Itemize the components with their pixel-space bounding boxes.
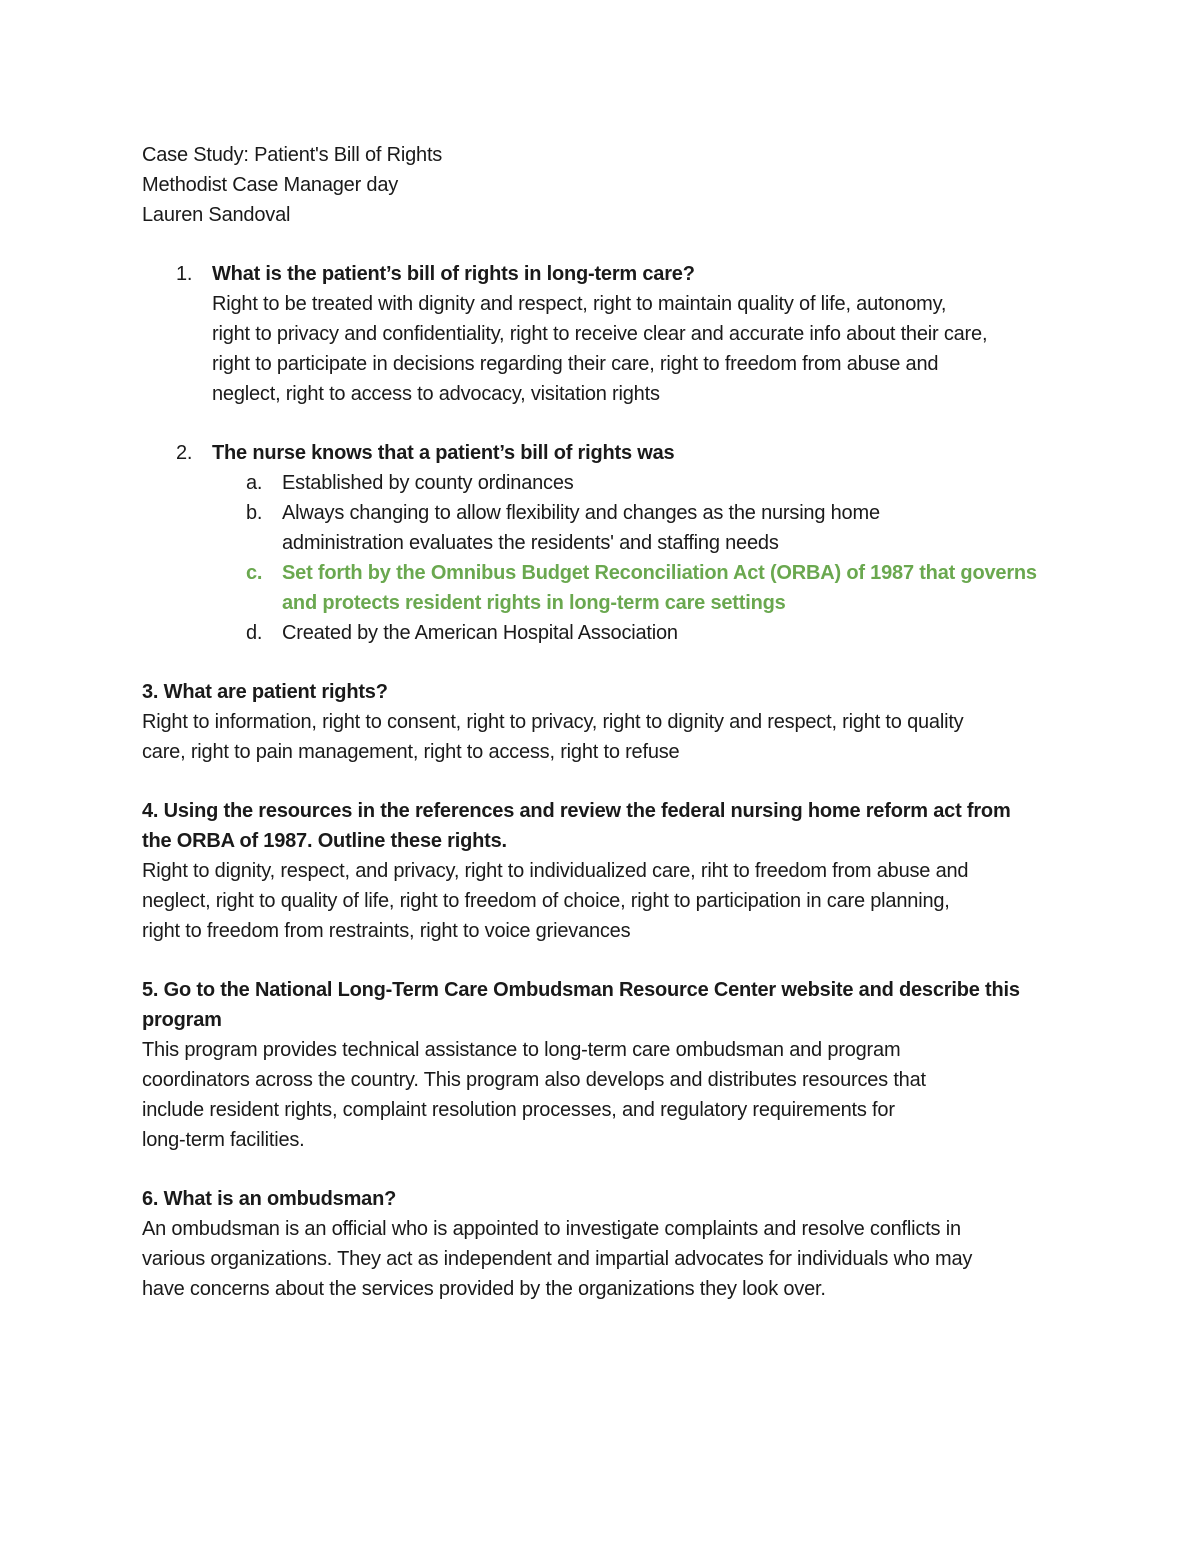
option-b — [142, 498, 1072, 558]
question-2 — [142, 438, 1072, 468]
option-b-text: administration evaluates the residents' and staffing needs — [282, 532, 779, 554]
option-c-text: Set forth by the Omnibus Budget Reconciliation Act (ORBA) of 1987 that governs — [282, 562, 1037, 584]
option-a-letter: a. — [246, 472, 263, 494]
document-author: Lauren Sandoval — [142, 204, 291, 226]
option-d — [142, 618, 1072, 648]
option-b-letter: b. — [246, 502, 263, 524]
question-4-text: 4. Using the resources in the references and review the federal nursing home reform act from — [142, 800, 1011, 822]
answer-1-line: Right to be treated with dignity and respect, right to maintain quality of life, autonomy, — [212, 293, 947, 315]
option-b-text: Always changing to allow flexibility and changes as the nursing home — [282, 502, 880, 524]
document-subtitle: Methodist Case Manager day — [142, 174, 399, 196]
option-c-letter: c. — [246, 562, 263, 584]
question-1 — [142, 259, 1072, 409]
answer-4-line: neglect, right to quality of life, right to freedom of choice, right to participation in care planning, — [142, 890, 950, 912]
question-3-text: 3. What are patient rights? — [142, 681, 388, 703]
question-2-text: The nurse knows that a patient’s bill of rights was — [212, 442, 675, 464]
question-5-text: 5. Go to the National Long-Term Care Ombudsman Resource Center website and describe this — [142, 979, 1020, 1001]
answer-6-line: various organizations. They act as independent and impartial advocates for individuals who may — [142, 1248, 973, 1270]
answer-1-line: right to privacy and confidentiality, right to receive clear and accurate info about their care, — [212, 323, 988, 345]
answer-5-line: include resident rights, complaint resolution processes, and regulatory requirements for — [142, 1099, 895, 1121]
answer-4-line: right to freedom from restraints, right to voice grievances — [142, 920, 631, 942]
answer-1-line: neglect, right to access to advocacy, visitation rights — [212, 383, 660, 405]
question-5-text: program — [142, 1009, 222, 1031]
answer-6-line: have concerns about the services provided by the organizations they look over. — [142, 1278, 826, 1300]
option-d-letter: d. — [246, 622, 263, 644]
question-6-text: 6. What is an ombudsman? — [142, 1188, 397, 1210]
answer-1-line: right to participate in decisions regarding their care, right to freedom from abuse and — [212, 353, 939, 375]
answer-6-line: An ombudsman is an official who is appointed to investigate complaints and resolve conflicts in — [142, 1218, 961, 1240]
document-body — [142, 140, 1072, 1304]
document-title: Case Study: Patient's Bill of Rights — [142, 144, 443, 166]
answer-3-line: care, right to pain management, right to access, right to refuse — [142, 741, 680, 763]
answer-3-line: Right to information, right to consent, right to privacy, right to dignity and respect, right to quality — [142, 711, 964, 733]
option-d-text: Created by the American Hospital Association — [282, 622, 678, 644]
option-c-correct — [142, 558, 1072, 618]
option-a — [142, 468, 1072, 498]
answer-4-line: Right to dignity, respect, and privacy, right to individualized care, riht to freedom from abuse and — [142, 860, 969, 882]
option-a-text: Established by county ordinances — [282, 472, 574, 494]
question-1-number: 1. — [176, 263, 193, 285]
answer-5-line: This program provides technical assistance to long-term care ombudsman and program — [142, 1039, 901, 1061]
option-c-text: and protects resident rights in long-term care settings — [282, 592, 786, 614]
answer-5-line: coordinators across the country. This program also develops and distributes resources that — [142, 1069, 926, 1091]
question-4-text: the ORBA of 1987. Outline these rights. — [142, 830, 507, 852]
question-1-text: What is the patient’s bill of rights in long-term care? — [212, 263, 695, 285]
question-2-number: 2. — [176, 442, 193, 464]
answer-5-line: long-term facilities. — [142, 1129, 305, 1151]
